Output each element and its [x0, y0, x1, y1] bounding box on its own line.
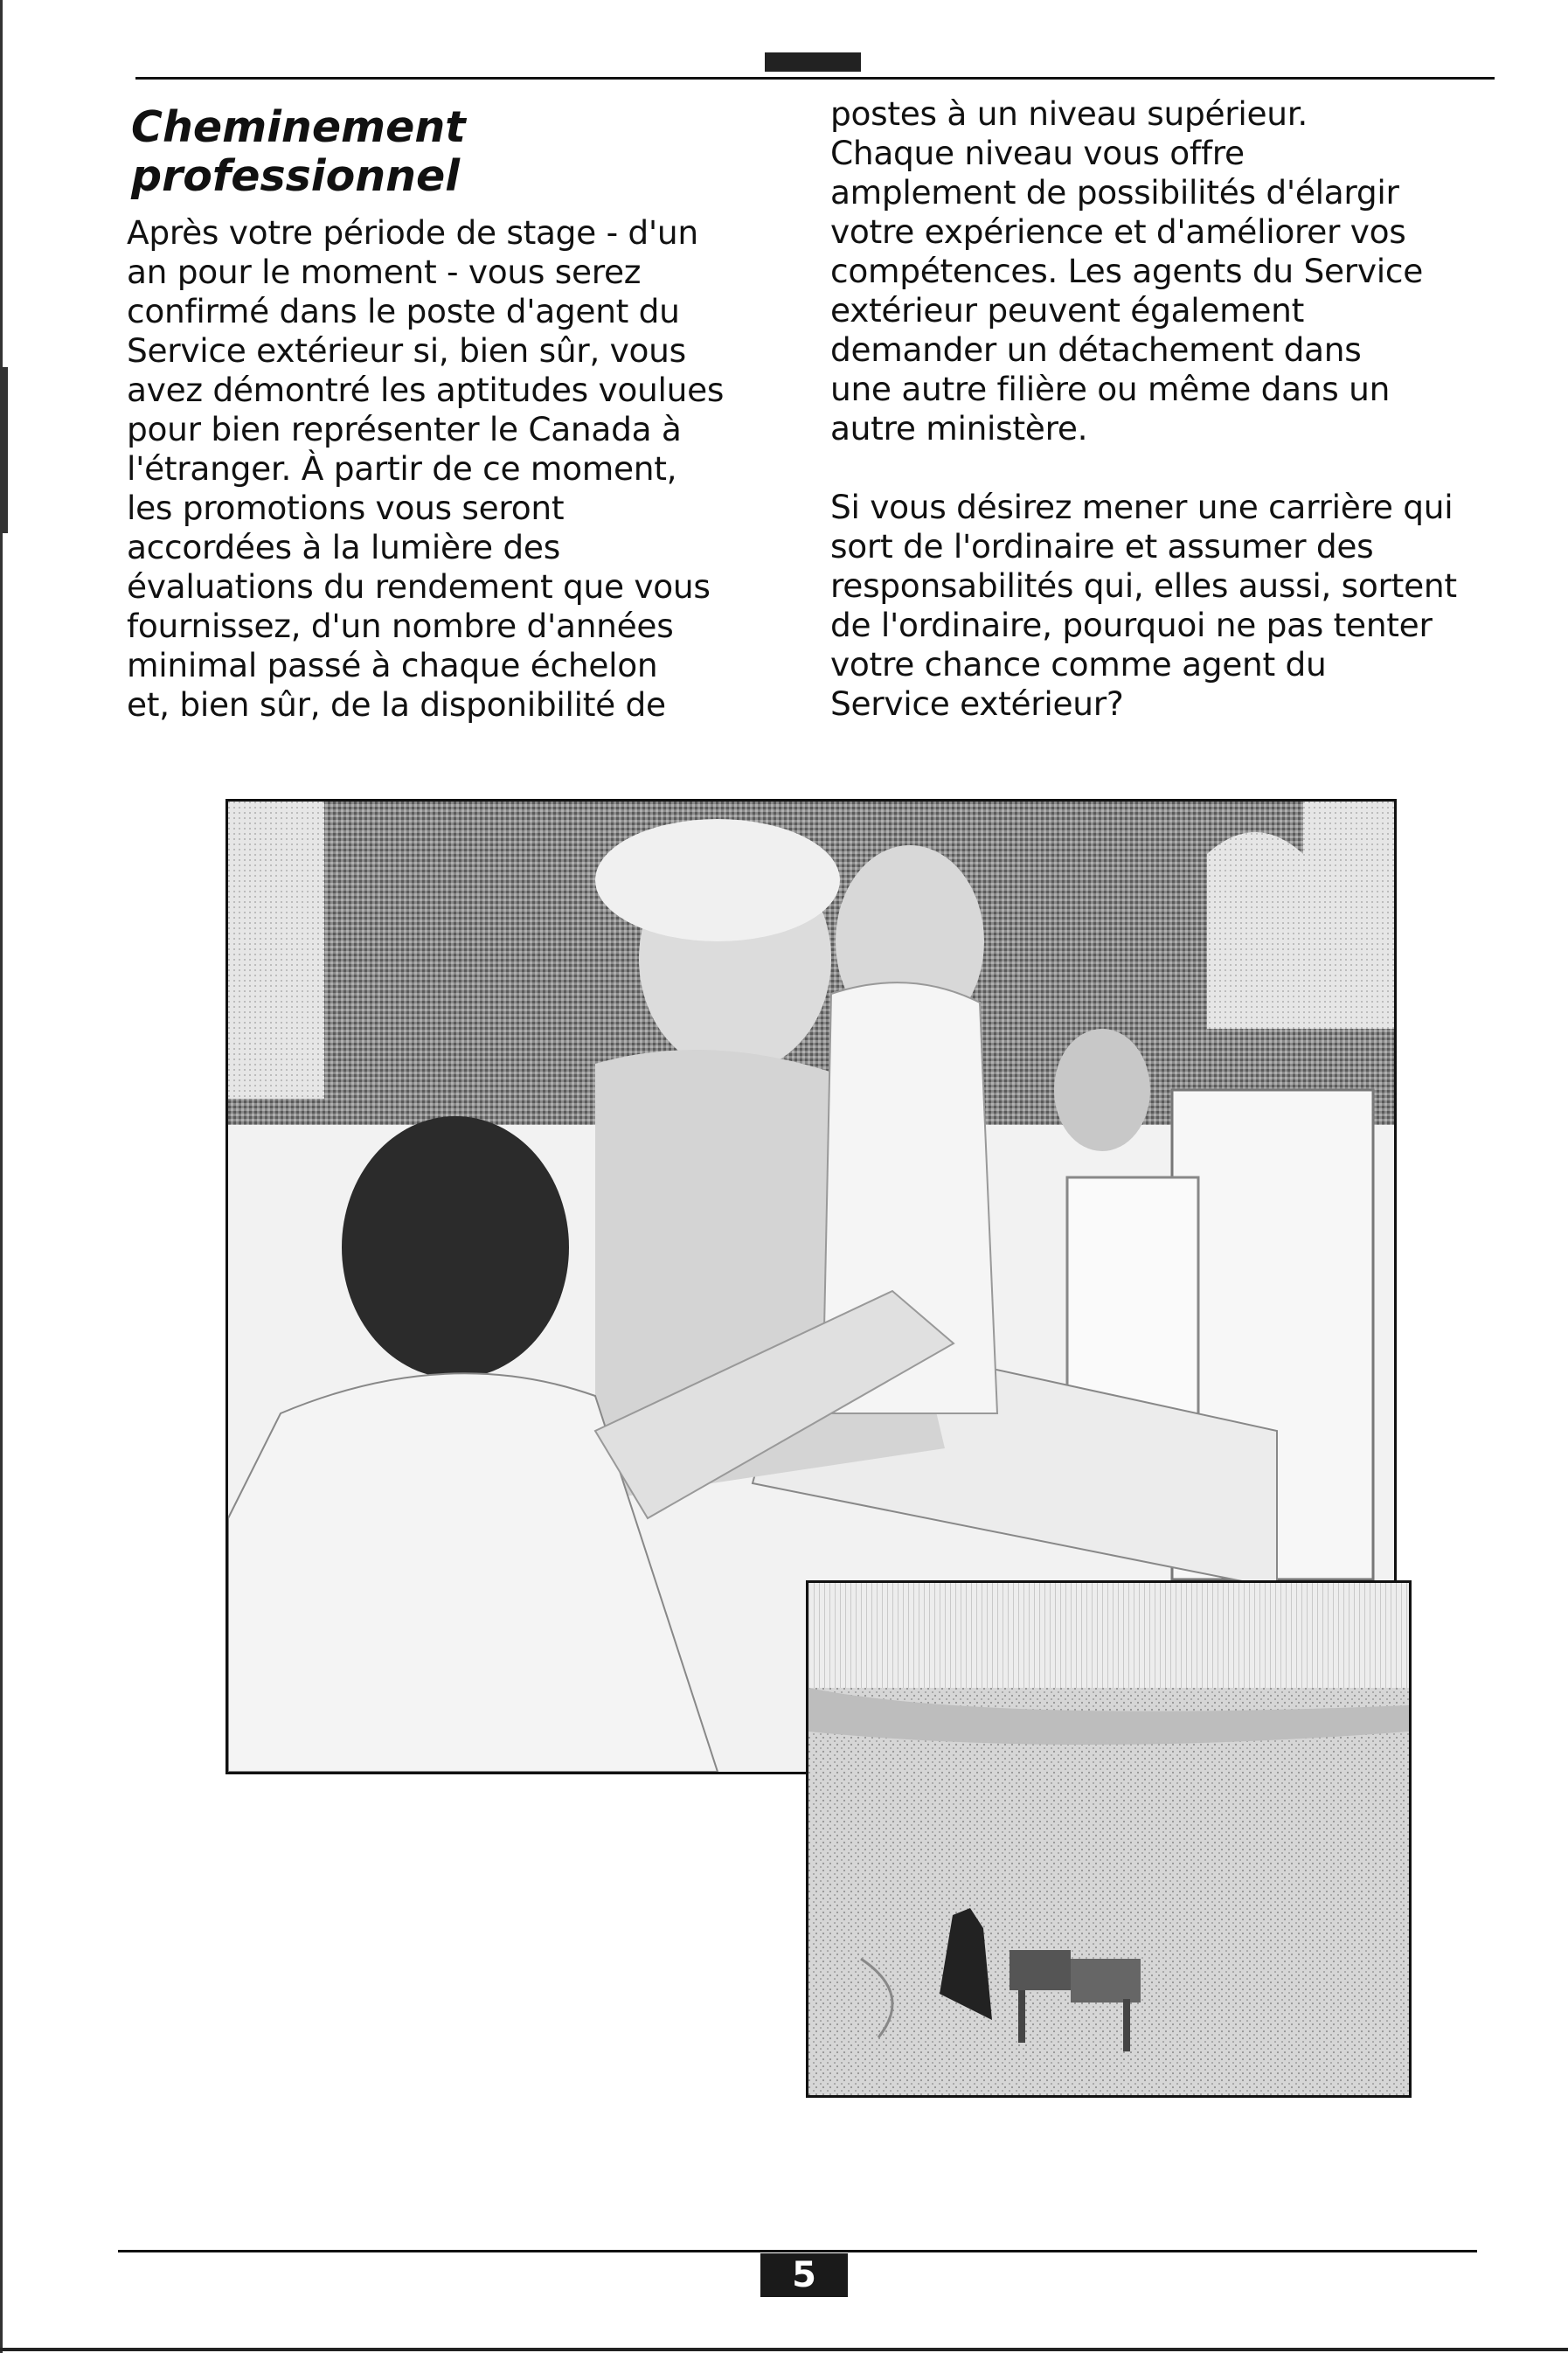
page-left-edge: [0, 0, 3, 2353]
right-column-paragraph-2: Si vous désirez mener une carrière qui sort de l'ordinaire et assumer des responsabilités qui, elles aussi, sortent de l'ordinaire, pourquoi ne pas tenter votre chance comme agent du Service extérieur?: [830, 488, 1457, 723]
page-number: 5: [760, 2253, 848, 2297]
right-column-paragraph-1: postes à un niveau supérieur. Chaque niveau vous offre amplement de possibilités d'élargir votre expérience et d'améliorer vos compétences. Les agents du Service extérieur peuvent également demander un détachement dans une autre filière ou même dans un autre ministère.: [830, 94, 1424, 448]
header-tab: [765, 52, 861, 72]
section-heading: Cheminement professionnel: [131, 102, 466, 201]
header-rule: [135, 77, 1495, 80]
desert-traveler-photo: [806, 1580, 1412, 2098]
left-column-text: Après votre période de stage - d'un an pour le moment - vous serez confirmé dans le poste d'agent du Service extérieur si, bien sûr, vous avez démontré les aptitudes voulues pour bien représenter le Canada à l'étranger. À partir de ce moment, les promotions vous seront accordées à la lumière des évaluations du rendement que vous fournissez, d'un nombre d'années minimal passé à chaque échelon et, bien sûr, de la disponibilité de: [127, 213, 725, 724]
binding-mark: [3, 367, 8, 533]
footer-rule: [118, 2250, 1477, 2252]
page-bottom-edge: [0, 2348, 1568, 2351]
